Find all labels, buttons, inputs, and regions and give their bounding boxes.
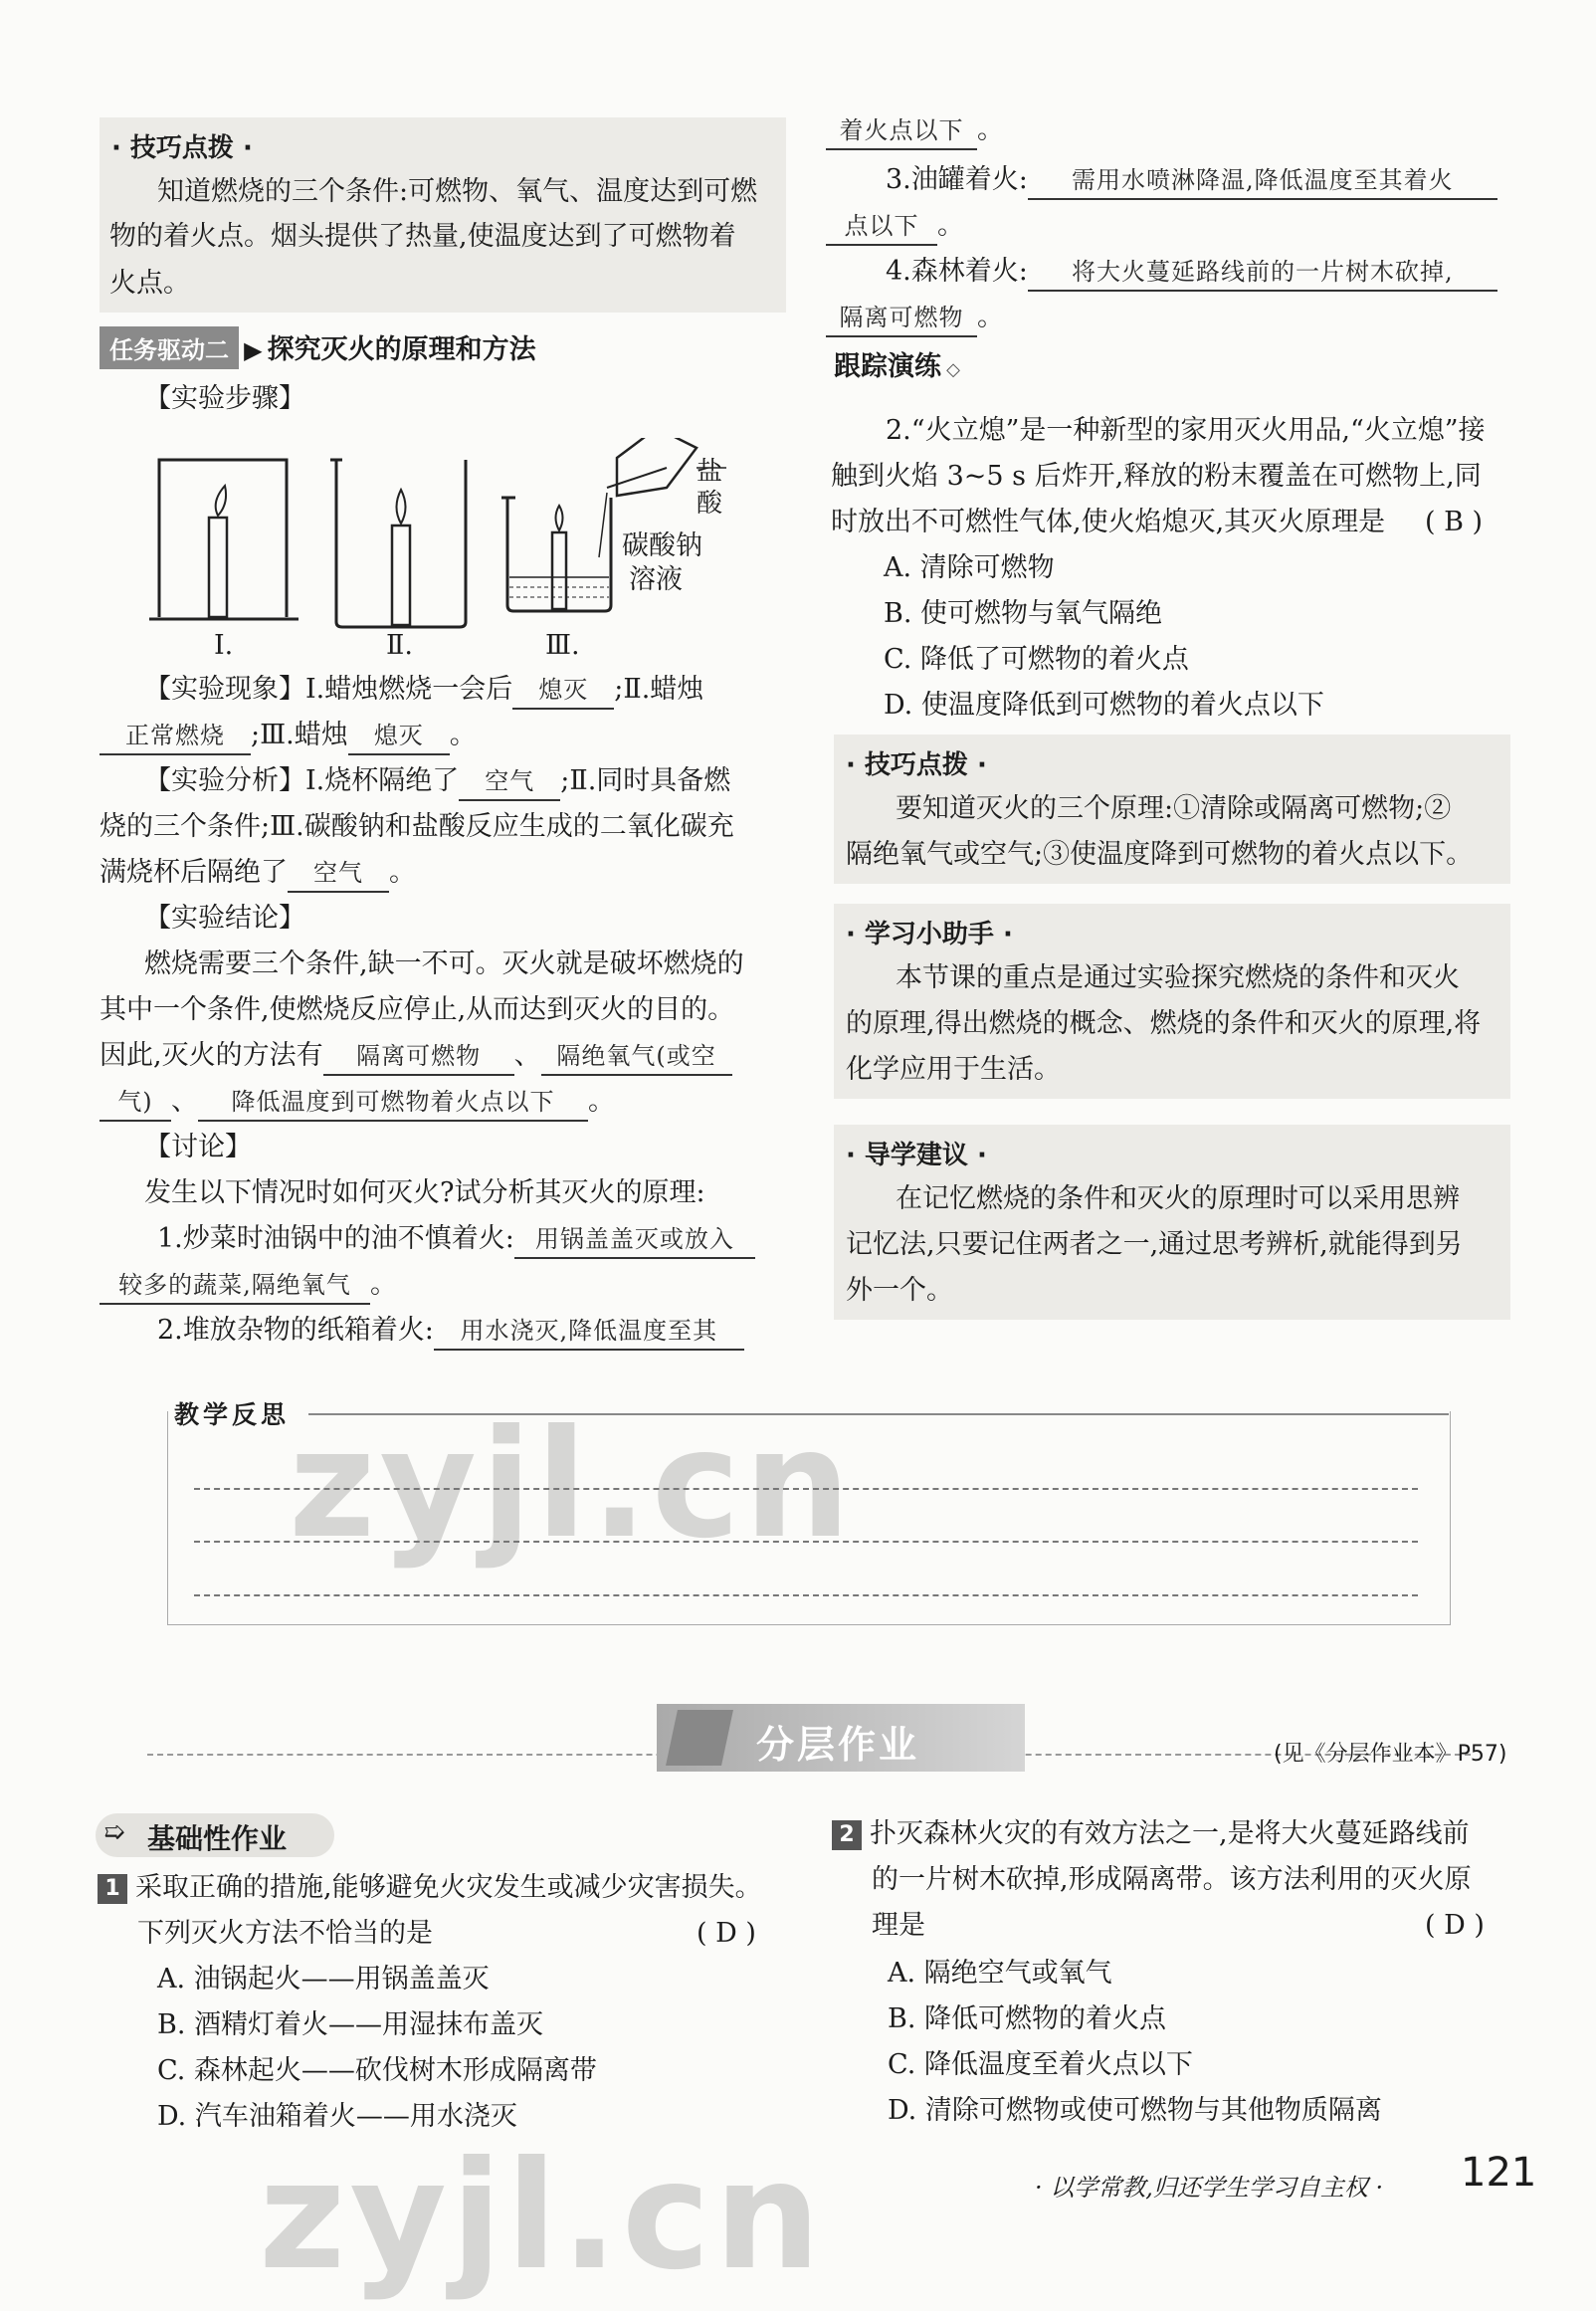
track-option-a: A. 清除可燃物 — [884, 552, 1055, 583]
track-option-b: B. 使可燃物与氧气隔绝 — [884, 598, 1163, 629]
fig-label-ii: Ⅱ. — [386, 630, 413, 661]
ana-answer-1: 空气 — [459, 763, 560, 801]
beaker-i-icon — [149, 460, 299, 619]
fig-label-solution: 溶液 — [629, 564, 683, 595]
tip1-line-3: 火点。 — [109, 268, 190, 299]
q2-line-1 — [832, 1811, 1470, 1856]
q1-line-1 — [98, 1865, 762, 1910]
phen-prefix: 【实验现象】Ⅰ.蜡烛燃烧一会后 — [144, 674, 513, 705]
concl-answer-2b: 气) — [100, 1084, 171, 1122]
discussion-3-line-2 — [826, 203, 964, 248]
q2-option-d: D. 清除可燃物或使可燃物与其他物质隔离 — [888, 2095, 1382, 2126]
conclusion-label: 【实验结论】 — [144, 903, 305, 934]
q1-line-2: 下列灭火方法不恰当的是 — [137, 1918, 433, 1949]
disc4-answer-a: 将大火蔓延路线前的一片树木砍掉, — [1028, 254, 1497, 292]
phen-mid2: ;Ⅲ.蜡烛 — [251, 720, 348, 750]
diamond-icon: ◇ — [946, 359, 960, 380]
concl-answer-3: 降低温度到可燃物着火点以下 — [198, 1084, 588, 1122]
conclusion-line-4 — [100, 1079, 615, 1124]
disc4-end: 。 — [977, 302, 1004, 332]
task-title: 探究灭火的原理和方法 — [267, 334, 536, 365]
guide-line-1: 在记忆燃烧的条件和灭火的原理时可以采用思辨 — [896, 1183, 1460, 1214]
q1-number: 1 — [98, 1874, 127, 1904]
discussion-2-line-1 — [157, 1308, 744, 1353]
disc2-end: 。 — [977, 114, 1004, 145]
guide-title: · 导学建议 · — [846, 1141, 987, 1170]
q2-number: 2 — [832, 1820, 862, 1850]
track-header — [834, 344, 960, 383]
tip1-title: · 技巧点拨 · — [111, 133, 253, 163]
analysis-line-2: 烧的三个条件;Ⅲ.碳酸钠和盐酸反应生成的二氧化碳充 — [100, 811, 734, 842]
task-header — [100, 326, 536, 369]
q2-answer: ( D ) — [1425, 1910, 1485, 1941]
disc3-end: 。 — [937, 210, 964, 241]
concl-sep-2: 、 — [171, 1086, 198, 1117]
disc4-pre: 4.森林着火: — [886, 256, 1028, 287]
disc1-pre: 1.炒菜时油锅中的油不慎着火: — [157, 1223, 514, 1254]
tip1-line-1: 知道燃烧的三个条件:可燃物、氧气、温度达到可燃 — [157, 176, 758, 207]
tip2-title: · 技巧点拨 · — [846, 750, 987, 780]
conclusion-line-3 — [100, 1033, 732, 1078]
phenomenon-line-1 — [144, 667, 703, 712]
disc4-answer-b: 隔离可燃物 — [826, 300, 977, 337]
basic-title: 基础性作业 — [147, 1822, 288, 1855]
fig-label-acid: 盐酸 — [697, 457, 723, 519]
banner-icon — [666, 1710, 733, 1766]
beaker-ii-icon — [330, 460, 466, 627]
q2-option-a: A. 隔绝空气或氧气 — [888, 1958, 1112, 1989]
disc2-answer-a: 用水浇灭,降低温度至其 — [434, 1313, 744, 1351]
steps-label: 【实验步骤】 — [144, 383, 305, 414]
reflection-line-3 — [194, 1594, 1418, 1596]
discussion-1-line-2 — [100, 1262, 397, 1307]
discussion-4-line-2 — [826, 295, 1004, 339]
ana-mid: ;Ⅱ.同时具备燃 — [560, 765, 731, 796]
ana-prefix: 【实验分析】Ⅰ.烧杯隔绝了 — [144, 765, 460, 796]
watermark-2: zyjl.cn — [259, 2130, 825, 2303]
discussion-1-line-1 — [157, 1216, 755, 1261]
discussion-3-line-1 — [886, 157, 1497, 202]
q2-line-2: 的一片树木砍掉,形成隔离带。该方法利用的灭火原 — [872, 1864, 1472, 1895]
phen-answer-1: 熄灭 — [512, 672, 614, 710]
phenomenon-line-2 — [100, 713, 477, 757]
tip2-line-1: 要知道灭火的三个原理:①清除或隔离可燃物;② — [896, 793, 1452, 824]
disc1-answer-b: 较多的蔬菜,隔绝氧气 — [100, 1267, 370, 1305]
discussion-4-line-1 — [886, 249, 1497, 294]
disc1-end: 。 — [370, 1269, 397, 1300]
track-option-c: C. 降低了可燃物的着火点 — [884, 644, 1189, 675]
conclusion-line-1: 燃烧需要三个条件,缺一不可。灭火就是破坏燃烧的 — [144, 948, 744, 979]
analysis-line-1 — [144, 758, 730, 803]
discussion-label: 【讨论】 — [144, 1132, 252, 1162]
fig-label-iii: Ⅲ. — [545, 630, 580, 661]
q2-option-b: B. 降低可燃物的着火点 — [888, 2003, 1167, 2034]
guide-line-3: 外一个。 — [846, 1275, 953, 1306]
track-answer: ( B ) — [1425, 507, 1484, 537]
concl-answer-2a: 隔绝氧气(或空 — [541, 1038, 732, 1076]
conclusion-line-2: 其中一个条件,使燃烧反应停止,从而达到灭火的目的。 — [100, 994, 735, 1025]
ana-answer-2: 空气 — [288, 855, 389, 893]
q1-option-d: D. 汽车油箱着火——用水浇灭 — [157, 2101, 517, 2132]
task-tag: 任务驱动二 — [100, 326, 239, 369]
q1-text-1: 采取正确的措施,能够避免火灾发生或减少灾害损失。 — [135, 1872, 762, 1903]
disc1-answer-a: 用锅盖盖灭或放入 — [514, 1221, 755, 1259]
q1-option-b: B. 酒精灯着火——用湿抹布盖灭 — [157, 2009, 544, 2040]
disc3-pre: 3.油罐着火: — [886, 164, 1028, 195]
concl-sep-1: 、 — [513, 1040, 541, 1071]
q2-option-c: C. 降低温度至着火点以下 — [888, 2049, 1193, 2080]
watermark-1: zyjl.cn — [289, 1398, 855, 1572]
q1-option-c: C. 森林起火——砍伐树木形成隔离带 — [157, 2055, 597, 2086]
q1-option-a: A. 油锅起火——用锅盖盖灭 — [157, 1964, 490, 1995]
helper-line-2: 的原理,得出燃烧的概念、燃烧的条件和灭火的原理,将 — [846, 1008, 1482, 1039]
disc3-answer-a: 需用水喷淋降温,降低温度至其着火 — [1028, 162, 1497, 200]
helper-line-1: 本节课的重点是通过实验探究燃烧的条件和灭火 — [896, 962, 1460, 993]
arrow-right-icon: ➯ — [103, 1817, 125, 1847]
analysis-line-3 — [100, 850, 416, 895]
helper-title: · 学习小助手 · — [846, 920, 1013, 949]
ana-end: 。 — [389, 857, 416, 888]
disc3-answer-b: 点以下 — [826, 208, 937, 246]
phen-answer-3: 熄灭 — [348, 718, 450, 755]
track-question-line-3: 时放出不可燃性气体,使火焰熄灭,其灭火原理是 — [831, 507, 1386, 537]
concl-answer-1: 隔离可燃物 — [323, 1038, 514, 1076]
track-question-line-1: 2.“火立熄”是一种新型的家用灭火用品,“火立熄”接 — [886, 415, 1486, 446]
q2-line-3: 理是 — [872, 1910, 925, 1941]
disc2-answer-b: 着火点以下 — [826, 112, 977, 150]
concl-end: 。 — [588, 1086, 615, 1117]
discussion-2-line-2 — [826, 107, 1004, 152]
concl-l3-pre: 因此,灭火的方法有 — [100, 1040, 323, 1071]
helper-line-3: 化学应用于生活。 — [846, 1054, 1061, 1085]
phen-mid: ;Ⅱ.蜡烛 — [614, 674, 704, 705]
chevron-right-icon: ▶ — [244, 336, 263, 364]
track-question-line-2: 触到火焰 3~5 s 后炸开,释放的粉末覆盖在可燃物上,同 — [831, 461, 1482, 492]
phen-answer-2: 正常燃烧 — [100, 718, 251, 755]
discussion-question: 发生以下情况时如何灭火?试分析其灭火的原理: — [144, 1177, 705, 1208]
reflection-title: 教学反思 — [174, 1395, 299, 1431]
footer-slogan: · 以学常教,归还学生学习自主权 · — [1035, 2174, 1384, 2202]
disc2-pre: 2.堆放杂物的纸箱着火: — [157, 1315, 434, 1346]
homework-ref: (见《分层作业本》P57) — [1274, 1742, 1507, 1767]
q1-answer: ( D ) — [697, 1918, 756, 1949]
ana-line3-pre: 满烧杯后隔绝了 — [100, 857, 288, 888]
beaker-iii-icon — [501, 438, 726, 611]
phen-end: 。 — [449, 720, 477, 750]
track-option-d: D. 使温度降低到可燃物的着火点以下 — [884, 690, 1324, 721]
guide-line-2: 记忆法,只要记住两者之一,通过思考辨析,就能得到另 — [846, 1229, 1463, 1260]
tip1-line-2: 物的着火点。烟头提供了热量,使温度达到了可燃物着 — [109, 221, 736, 252]
homework-banner-title: 分层作业 — [756, 1723, 920, 1767]
fig-label-soda: 碳酸钠 — [622, 530, 702, 561]
q2-text-1: 扑灭森林火灾的有效方法之一,是将大火蔓延路线前 — [870, 1818, 1470, 1849]
tip2-line-2: 隔绝氧气或空气;③使温度降到可燃物的着火点以下。 — [846, 839, 1474, 870]
fig-label-i: Ⅰ. — [214, 630, 234, 661]
page-number: 121 — [1461, 2150, 1537, 2196]
track-title: 跟踪演练 — [834, 351, 941, 382]
